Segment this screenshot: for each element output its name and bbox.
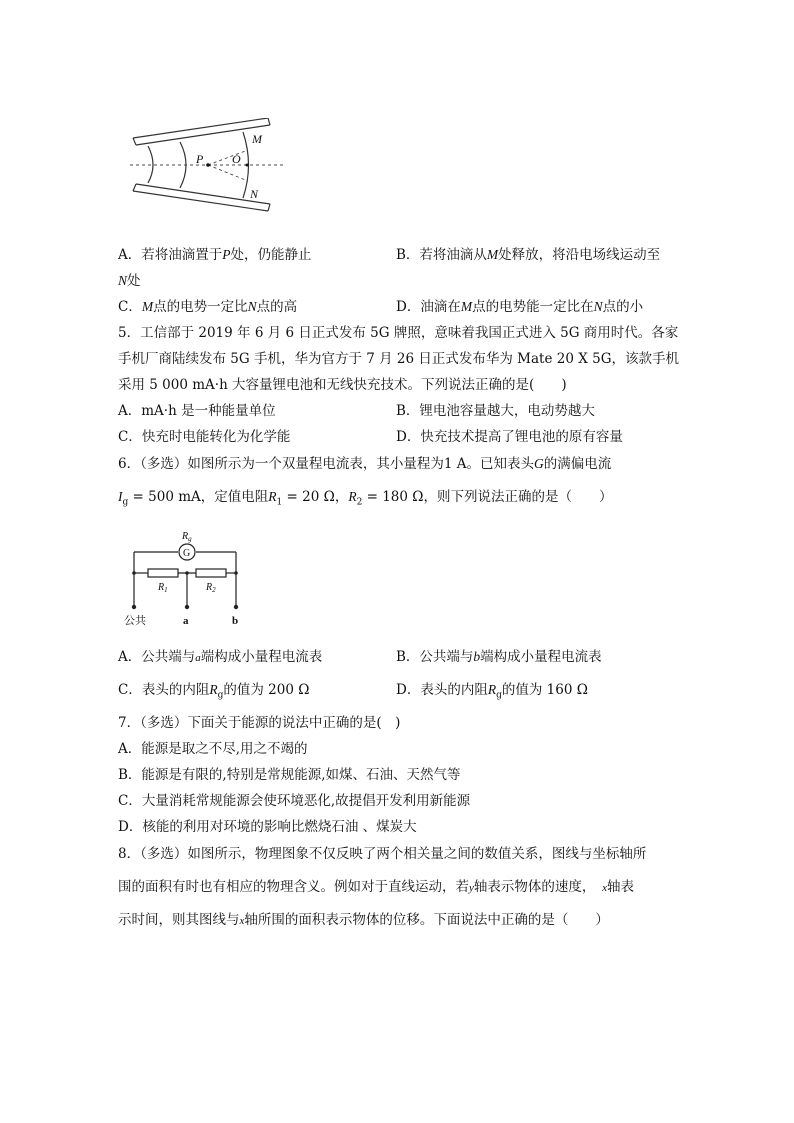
q7-option-a: A．能源是取之不尽,用之不竭的 xyxy=(118,741,308,757)
q5-option-b: B．锂电池容量越大，电动势越大 xyxy=(396,403,595,419)
q5-stem-line1: 5．工信部于 2019 年 6 月 6 日正式发布 5G 牌照，意味着我国正式进入 5G 商用时代。各家 xyxy=(118,325,679,341)
q6-option-d: D．表头的内阻$R_g$的值为 160 Ω xyxy=(396,682,588,701)
label-N: N xyxy=(250,187,259,201)
q6-option-a: A．公共端与a端构成小量程电流表 xyxy=(118,649,323,665)
q4-option-d: D．油滴在M点的电势能一定比在N点的小 xyxy=(396,299,644,315)
q8-stem-line3: 示时间，则其图线与x轴所围的面积表示物体的位移。下面说法中正确的是（ ） xyxy=(118,912,609,928)
label-M: M xyxy=(252,132,262,146)
q6-option-c: C．表头的内阻$R_g$的值为 200 Ω xyxy=(118,682,310,701)
capacitor-field-figure xyxy=(128,118,288,213)
q6-stem-line2: $I_g = 500$ mA，定值电阻$R_1 = 20$ Ω，$R_2 = 180$ Ω，则下列说法正确的是（ ） xyxy=(118,489,613,508)
q5-option-c: C．快充时电能转化为化学能 xyxy=(118,429,291,445)
rg-label: $R_g$ xyxy=(182,531,192,543)
q7-stem: 7．（多选）下面关于能源的说法中正确的是( ) xyxy=(118,715,401,731)
q5-stem-line2: 手机厂商陆续发布 5G 手机，华为官方于 7 月 26 日正式发布华为 Mate 20 X 5G，该款手机 xyxy=(118,351,680,367)
q7-option-c: C．大量消耗常规能源会使环境恶化,故提倡开发利用新能源 xyxy=(118,793,471,809)
terminal-a-label: a xyxy=(183,615,189,627)
q4-option-b-cont: N处 xyxy=(118,273,141,289)
ammeter-circuit-figure xyxy=(124,523,254,628)
terminal-b-label: b xyxy=(232,615,239,627)
q8-stem-line1: 8．（多选）如图所示，物理图象不仅反映了两个相关量之间的数值关系，图线与坐标轴所 xyxy=(118,846,647,862)
q5-stem-line3: 采用 5 000 mA·h 大容量锂电池和无线快充技术。下列说法正确的是( ) xyxy=(118,377,567,393)
q5-option-d: D．快充技术提高了锂电池的原有容量 xyxy=(396,429,623,445)
r1-label: $R_1$ xyxy=(158,582,168,594)
r2-label: $R_2$ xyxy=(206,582,216,594)
terminal-common-label: 公共 xyxy=(124,615,146,627)
q7-option-b: B．能源是有限的,特别是常规能源,如煤、石油、天然气等 xyxy=(118,767,461,783)
galvanometer-label: G xyxy=(183,548,191,559)
q5-option-a: A．mA·h 是一种能量单位 xyxy=(118,403,276,419)
q7-option-d: D．核能的利用对环境的影响比燃烧石油 、煤炭大 xyxy=(118,819,417,835)
q4-option-b: B．若将油滴从M处释放，将沿电场线运动至 xyxy=(396,247,661,263)
label-O: O xyxy=(232,152,241,166)
q4-option-c: C．M点的电势一定比N点的高 xyxy=(118,299,298,315)
q8-stem-line2: 围的面积有时也有相应的物理含义。例如对于直线运动，若y轴表示物体的速度， x轴表 xyxy=(118,879,635,895)
q4-option-a: A．若将油滴置于P处，仍能静止 xyxy=(118,247,312,263)
q6-stem-line1: 6．（多选）如图所示为一个双量程电流表，其小量程为1 A。已知表头G的满偏电流 xyxy=(118,456,612,472)
label-P: P xyxy=(196,152,204,166)
q6-option-b: B．公共端与b端构成小量程电流表 xyxy=(396,649,602,665)
